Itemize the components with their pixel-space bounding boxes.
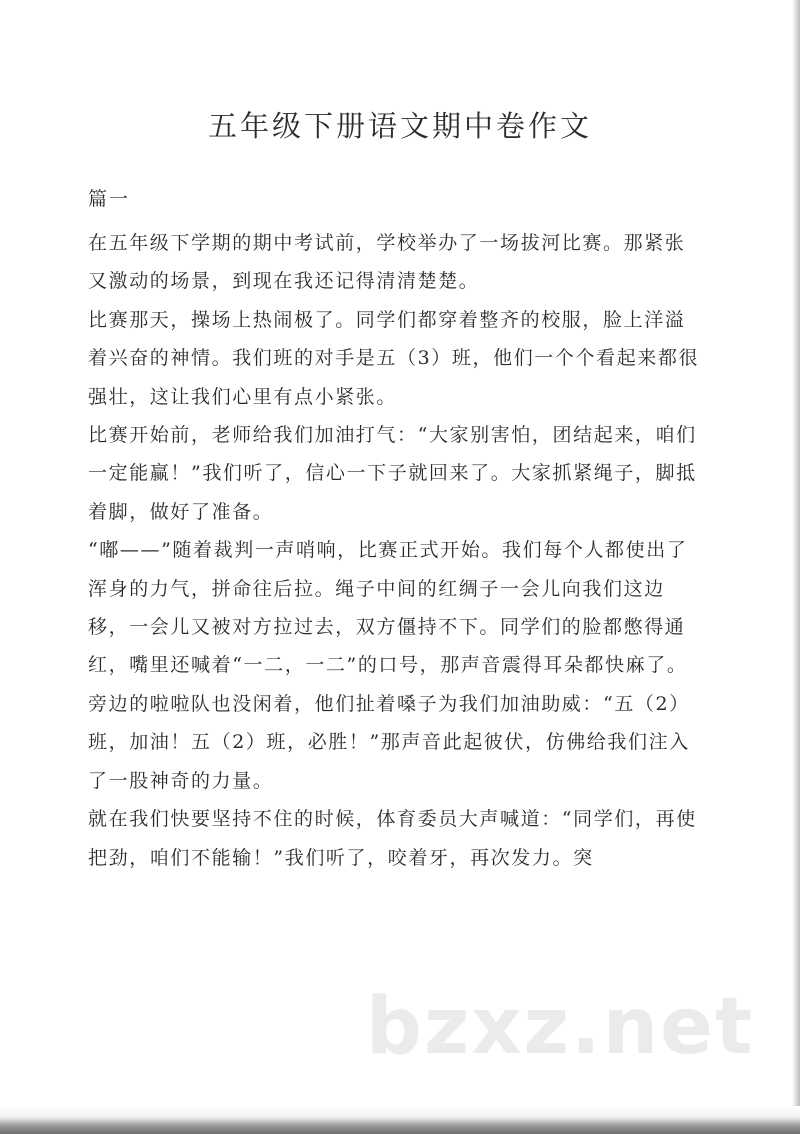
paragraph: 比赛那天，操场上热闹极了。同学们都穿着整齐的校服，脸上洋溢着兴奋的神情。我们班的对手是五（3）班，他们一个个看起来都很强壮，这让我们心里有点小紧张。 (88, 308, 700, 408)
page-edge-shadow (792, 0, 800, 1106)
watermark: bzxz.net (366, 982, 755, 1072)
paragraph: 比赛开始前，老师给我们加油打气：“大家别害怕，团结起来，咱们一定能赢！”我们听了，信心一下子就回来了。大家抓紧绳子，脚抵着脚，做好了准备。 (88, 424, 697, 523)
section-label: 篇一 (88, 188, 131, 210)
paragraph: “嘟——”随着裁判一声哨响，比赛正式开始。我们每个人都使出了浑身的力气，拼命往后拉。绳子中间的红绸子一会儿向我们这边移，一会儿又被对方拉过去，双方僵持不下。同学们的脸都憋得通红，嘴里还喊着“一二，一二”的口号，那声音震得耳朵都快麻了。 (88, 539, 688, 677)
paragraph: 在五年级下学期的期中考试前，学校举办了一场拔河比赛。那紧张又激动的场景，到现在我还记得清清楚楚。 (88, 232, 686, 293)
body-text (88, 224, 704, 877)
paragraph: 旁边的啦啦队也没闲着，他们扯着嗓子为我们加油助威：“五（2）班，加油！五（2）班，必胜！”那声音此起彼伏，仿佛给我们注入了一股神奇的力量。 (88, 692, 690, 792)
page-bottom-edge (0, 1106, 800, 1134)
paragraph: 就在我们快要坚持不住的时候，体育委员大声喊道：“同学们，再使把劲，咱们不能输！”我们听了，咬着牙，再次发力。突 (88, 808, 697, 869)
page-title: 五年级下册语文期中卷作文 (207, 109, 592, 143)
